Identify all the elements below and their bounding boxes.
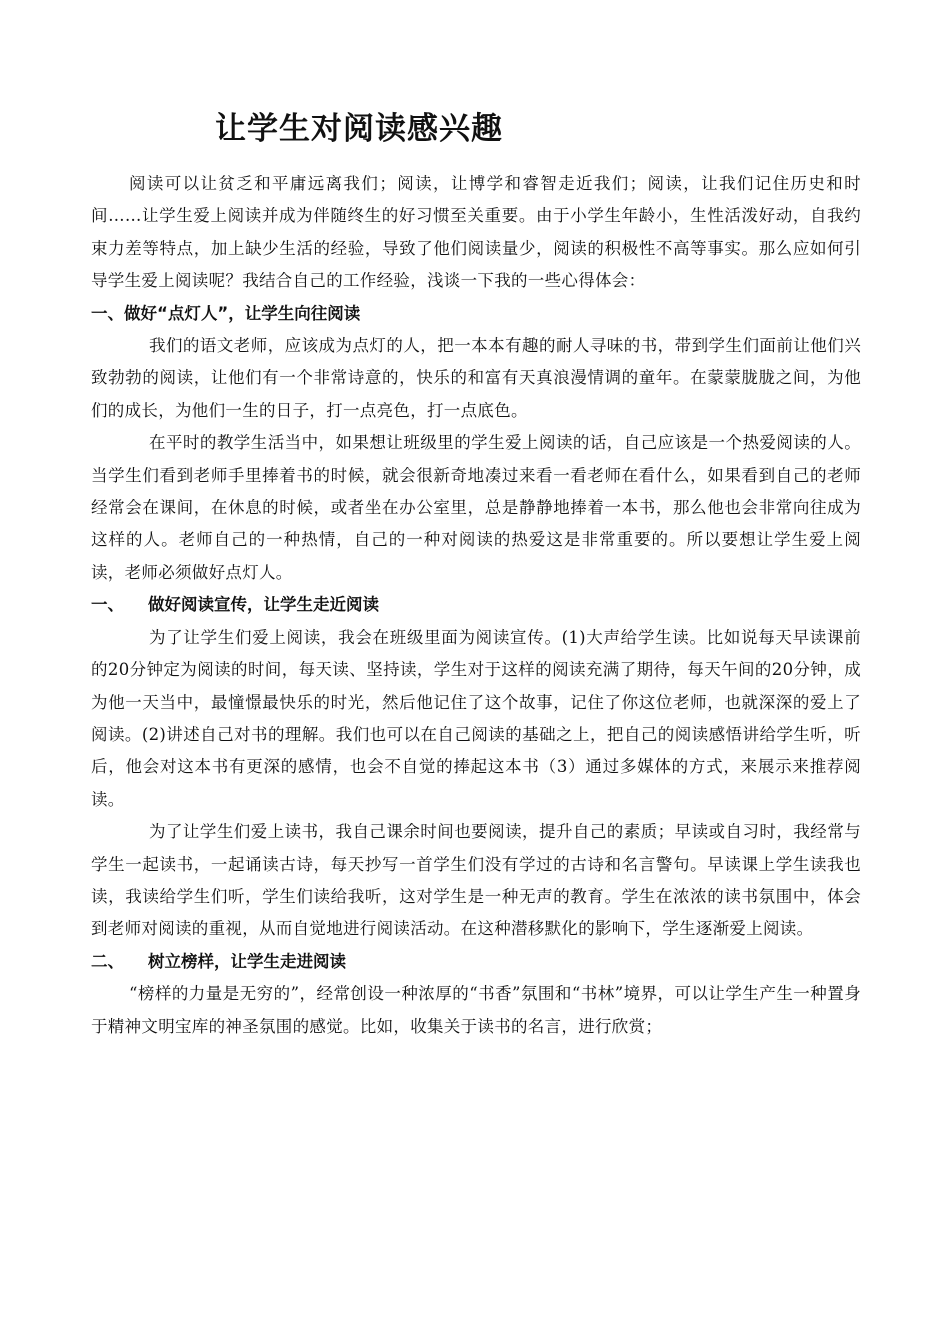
section-1-heading: 一、做好“点灯人”，让学生向往阅读	[91, 303, 361, 323]
section-3-title: 树立榜样，让学生走进阅读	[148, 951, 346, 971]
section-2-paragraph-1: 为了让学生们爱上阅读，我会在班级里面为阅读宣传。(1)大声给学生读。比如说每天早读课前的20分钟定为阅读的时间，每天读、坚持读，学生对于这样的阅读充满了期待，每天午间的20分钟，成为他一天当中，最憧憬最快乐的时光，然后他记住了这个故事，记住了你这位老师，也就深深的爱上了阅读。(2)讲述自己对书的理解。我们也可以在自己阅读的基础之上，把自己的阅读感悟讲给学生听，听后，他会对这本书有更深的感情，也会不自觉的捧起这本书（3）通过多媒体的方式，来展示来推荐阅读。	[91, 627, 861, 809]
section-2-heading	[91, 589, 861, 621]
section-3-heading	[91, 946, 861, 978]
section-2-title: 做好阅读宣传，让学生走近阅读	[148, 595, 379, 615]
document-title: 让学生对阅读感兴趣	[215, 111, 503, 147]
intro-paragraph: 阅读可以让贫乏和平庸远离我们；阅读，让博学和睿智走近我们；阅读，让我们记住历史和时间……让学生爱上阅读并成为伴随终生的好习惯至关重要。由于小学生年龄小，生性活泼好动，自我约束力差等特点，加上缺少生活的经验，导致了他们阅读量少，阅读的积极性不高等事实。那么应如何引导学生爱上阅读呢？我结合自己的工作经验，浅谈一下我的一些心得体会：	[91, 174, 861, 291]
section-3-paragraph-1: “榜样的力量是无穷的”，经常创设一种浓厚的“书香”氛围和“书林”境界，可以让学生产生一种置身于精神文明宝库的神圣氛围的感觉。比如，收集关于读书的名言，进行欣赏；	[91, 984, 861, 1036]
section-1-paragraph-1: 我们的语文老师，应该成为点灯的人，把一本本有趣的耐人寻味的书，带到学生们面前让他们兴致勃勃的阅读，让他们有一个非常诗意的，快乐的和富有天真浪漫情调的童年。在蒙蒙胧胧之间，为他们的成长，为他们一生的日子，打一点亮色，打一点底色。	[91, 336, 861, 420]
section-2-number: 一、	[91, 595, 124, 615]
document-body	[91, 168, 861, 1043]
section-3-number: 二、	[91, 951, 124, 971]
section-1-paragraph-2: 在平时的教学生活当中，如果想让班级里的学生爱上阅读的话，自己应该是一个热爱阅读的人。当学生们看到老师手里捧着书的时候，就会很新奇地凑过来看一看老师在看什么，如果看到自己的老师经常会在课间，在休息的时候，或者坐在办公室里，总是静静地捧着一本书，那么他也会非常向往成为这样的人。老师自己的一种热情，自己的一种对阅读的热爱这是非常重要的。所以要想让学生爱上阅读，老师必须做好点灯人。	[91, 433, 861, 582]
section-2-paragraph-2: 为了让学生们爱上读书，我自己课余时间也要阅读，提升自己的素质；早读或自习时，我经常与学生一起读书，一起诵读古诗，每天抄写一首学生们没有学过的古诗和名言警句。早读课上学生读我也读，我读给学生们听，学生们读给我听，这对学生是一种无声的教育。学生在浓浓的读书氛围中，体会到老师对阅读的重视，从而自觉地进行阅读活动。在这种潜移默化的影响下，学生逐渐爱上阅读。	[91, 822, 861, 939]
